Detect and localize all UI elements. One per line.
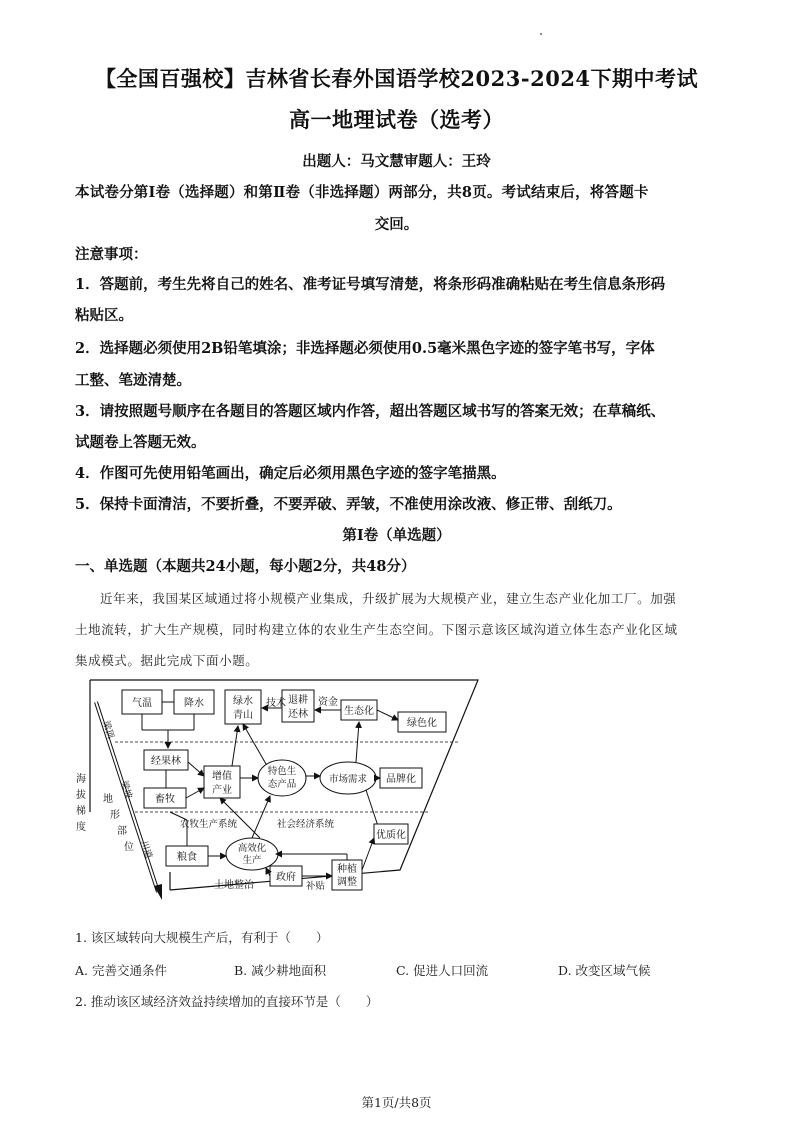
- passage-line-2: 土地流转，扩大生产规模，同时构建立体的农业生产生态空间。下图示意该区域沟道立体生态产业化区域: [75, 622, 678, 637]
- passage-line-3: 集成模式。据此完成下面小题。: [75, 653, 259, 668]
- svg-text:经果林: 经果林: [151, 756, 181, 767]
- svg-text:生产: 生产: [242, 855, 262, 866]
- svg-text:市场需求: 市场需求: [328, 774, 368, 785]
- label-liangpo: 梁坡: [118, 779, 134, 801]
- label-dixing-1: 地: [103, 794, 113, 805]
- svg-text:绿水: 绿水: [233, 696, 253, 707]
- label-tudi: 土地整治: [214, 880, 254, 891]
- intro-line-1: 本试卷分第Ⅰ卷（选择题）和第Ⅱ卷（非选择题）两部分，共8页。考试结束后，将答题卡: [75, 184, 649, 201]
- label-jishu: 技术: [266, 698, 286, 709]
- author-line: 出题人：马文慧审题人：王玲: [302, 153, 491, 170]
- intro-line-2: 交回。: [374, 216, 419, 233]
- svg-text:生态化: 生态化: [344, 706, 374, 717]
- label-haiba-1: 海: [76, 774, 86, 785]
- svg-text:产业: 产业: [212, 785, 232, 796]
- question-1-stem: 1. 该区域转向大规模生产后，有利于（ ）: [75, 930, 329, 945]
- svg-text:品牌化: 品牌化: [386, 774, 416, 785]
- svg-text:种植: 种植: [337, 864, 357, 875]
- exam-title: 【全国百强校】吉林省长春外国语学校2023-2024下期中考试: [94, 66, 699, 91]
- question-1-option-c[interactable]: C. 促进人口回流: [396, 963, 489, 978]
- section-heading: 一、单选题（本题共24小题，每小题2分，共48分）: [75, 558, 416, 575]
- svg-text:粮食: 粮食: [177, 852, 197, 863]
- label-dixing-2: 形: [110, 810, 120, 821]
- label-liangding: 梁顶: [100, 719, 116, 741]
- question-1-option-b[interactable]: B. 减少耕地面积: [234, 963, 327, 978]
- section-title: 第Ⅰ卷（单选题）: [342, 527, 451, 544]
- note-item: 3．请按照题号顺序在各题目的答题区域内作答，超出答题区域书写的答案无效；在草稿纸、: [75, 403, 666, 420]
- svg-text:还林: 还林: [288, 709, 308, 720]
- note-item: 工整、笔迹清楚。: [75, 372, 191, 389]
- label-haiba-4: 度: [76, 822, 86, 833]
- note-item: 粘贴区。: [75, 307, 133, 324]
- label-chuandao: 川道: [138, 839, 154, 861]
- svg-text:调整: 调整: [337, 877, 357, 888]
- note-item: 试题卷上答题无效。: [75, 434, 206, 451]
- svg-text:降水: 降水: [184, 698, 204, 709]
- svg-text:特色生: 特色生: [267, 766, 297, 777]
- question-1-option-a[interactable]: A. 完善交通条件: [75, 963, 167, 978]
- corner-mark: [540, 33, 542, 35]
- note-item: 5．保持卡面清洁，不要折叠，不要弄破、弄皱，不准使用涂改液、修正带、刮纸刀。: [75, 496, 622, 513]
- passage-line-1: 近年来，我国某区域通过将小规模产业集成，升级扩展为大规模产业，建立生态产业化加工厂。加强: [100, 591, 677, 606]
- notes-heading: 注意事项：: [75, 246, 148, 263]
- note-item: 1．答题前，考生先将自己的姓名、准考证号填写清楚，将条形码准确粘贴在考生信息条形码: [75, 276, 666, 293]
- svg-text:政府: 政府: [276, 872, 296, 883]
- note-item: 4．作图可先使用铅笔画出，确定后必须用黑色字迹的签字笔描黑。: [75, 465, 506, 482]
- label-shehui: 社会经济系统: [277, 819, 335, 830]
- question-1-option-d[interactable]: D. 改变区域气候: [558, 963, 651, 978]
- label-butie: 补贴: [306, 881, 326, 892]
- label-dixing-4: 位: [124, 842, 134, 853]
- svg-text:优质化: 优质化: [376, 830, 406, 841]
- eco-industry-diagram: [70, 672, 480, 904]
- label-haiba-3: 梯: [76, 806, 86, 817]
- svg-text:退耕: 退耕: [288, 695, 308, 706]
- svg-text:青山: 青山: [233, 710, 253, 721]
- question-2-stem: 2. 推动该区域经济效益持续增加的直接环节是（ ）: [75, 994, 379, 1009]
- svg-text:气温: 气温: [132, 698, 152, 709]
- label-haiba-2: 拔: [76, 790, 86, 801]
- page-number: 第1页/共8页: [361, 1095, 432, 1110]
- label-dixing-3: 部: [117, 826, 127, 837]
- label-nongmu: 农牧生产系统: [180, 819, 238, 830]
- paper-subtitle: 高一地理试卷（选考）: [289, 107, 504, 132]
- svg-text:畜牧: 畜牧: [155, 794, 175, 805]
- label-zijin: 资金: [318, 697, 338, 708]
- svg-text:高效化: 高效化: [237, 843, 267, 854]
- svg-text:态产品: 态产品: [267, 779, 297, 790]
- svg-text:增值: 增值: [212, 771, 232, 782]
- svg-text:绿色化: 绿色化: [407, 718, 437, 729]
- note-item: 2．选择题必须使用2B铅笔填涂；非选择题必须使用0.5毫米黑色字迹的签字笔书写，字体: [75, 340, 655, 357]
